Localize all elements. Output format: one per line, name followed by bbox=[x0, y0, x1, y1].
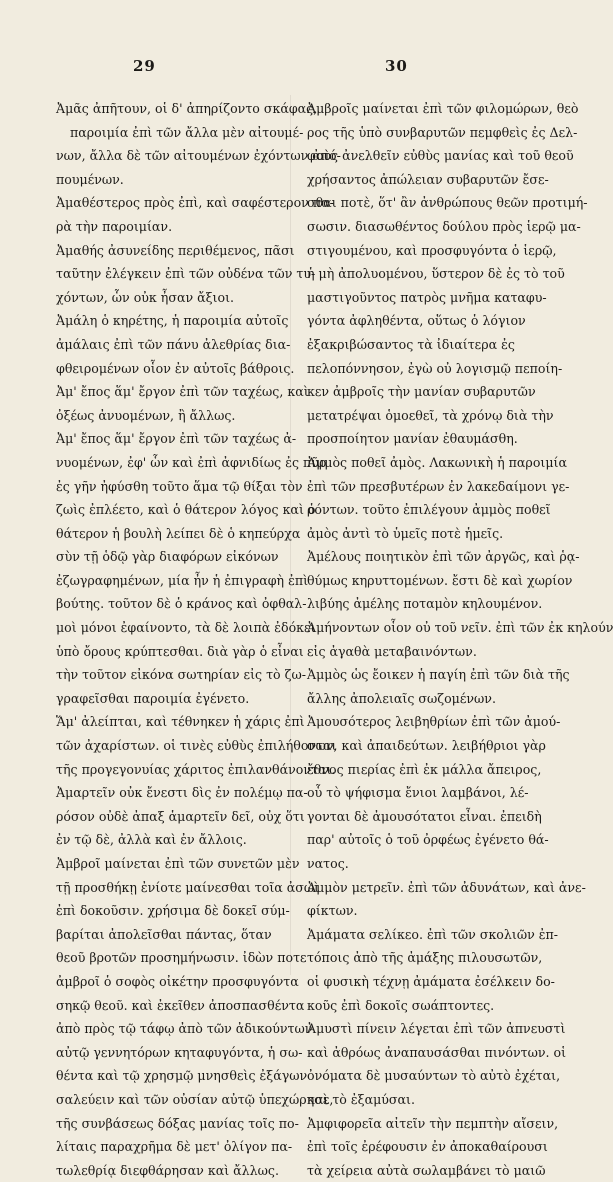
text-line: ἐπὶ τοῖς ἐρέφουσιν ἐν ἀποκαθαίρουσι bbox=[307, 1139, 548, 1155]
text-line: ἐν τῷ δὲ, ἀλλὰ καὶ ἐν ἄλλοις. bbox=[56, 832, 247, 848]
text-line: Ἅμ' ἀλείπται, καὶ τέθνηκεν ἡ χάρις ἐπὶ bbox=[56, 714, 305, 730]
text-line: νατος. bbox=[307, 856, 349, 871]
page-number-right: 30 bbox=[385, 57, 408, 75]
text-line: χόντων, ὧν οὐκ ἦσαν ἄξιοι. bbox=[56, 289, 235, 305]
text-line: εἰς ἀγαθὰ μεταβαινόντων. bbox=[307, 643, 477, 659]
text-line: ἐς γῆν ἠφύσθη τοῦτο ἅμα τῷ θίξαι τὸν bbox=[56, 478, 303, 494]
text-line: ζωὶς ἐπλέετο, καὶ ὁ θάτερον λόγος καὶ ὁ bbox=[56, 502, 316, 518]
text-line: τόποις ἀπὸ τῆς ἀμάξης πιλουσωτῶν, bbox=[307, 950, 543, 966]
text-line: οἱ φυσικὴ τέχνῃ ἀμάματα ἐσέλκειν δο- bbox=[307, 973, 555, 989]
text-line: Ἀμέλους ποιητικὸν ἐπὶ τῶν ἀργῶς, καὶ ῥᾳ- bbox=[307, 549, 580, 565]
text-line: Ἀμβροῖς μαίνεται ἐπὶ τῶν φιλομώρων, θεὸ bbox=[307, 101, 579, 116]
text-line: θάτερον ἡ βουλὴ λείπει δὲ ὁ κηπεύρχα bbox=[56, 525, 301, 541]
text-line: μετατρέψαι ὁμοεθεῖ, τὰ χρόνῳ διὰ τὴν bbox=[307, 407, 554, 423]
text-line: Ἀμμὸς ποθεῖ ἀμὸς. Λακωνικὴ ἡ παροιμία bbox=[307, 454, 567, 470]
text-line: ἐπὶ δοκοῦσιν. χρήσιμα δὲ δοκεῖ σύμ- bbox=[56, 903, 290, 919]
text-line: σωσιν. διασωθέντος δούλου πρὸς ἱερῷ μα- bbox=[307, 218, 581, 234]
text-line: γραφεῖσθαι παροιμία ἐγένετο. bbox=[56, 690, 250, 706]
text-line: λίταις παραχρῆμα δὲ μετ' ὀλίγον πα- bbox=[56, 1139, 293, 1155]
text-line: σαλεύειν καὶ τῶν οὐσίαν αὐτῷ ὑπεχώρησε, bbox=[56, 1091, 334, 1107]
text-line: ἐξακριβώσαντος τὰ ἰδιαίτερα ἐς bbox=[307, 336, 515, 352]
text-line: Ἀμᾶς ἀπῆτουν, οἱ δ' ἀπηρίζοντο σκάφας, bbox=[56, 101, 318, 116]
text-line: ἀμὸς ἀντὶ τὸ ὑμεῖς ποτὲ ἡμεῖς. bbox=[307, 525, 504, 541]
text-line: καὶ ἀθρόως ἀναπαυσάσθαι πινόντων. οἱ bbox=[307, 1044, 567, 1060]
right-text-column bbox=[307, 97, 613, 1182]
text-line: κεν ἀμβροῖς τὴν μανίαν συβαρυτῶν bbox=[307, 384, 536, 400]
text-line: ἐζωγραφημένων, μία ἦν ἡ ἐπιγραφὴ ἐπὶ bbox=[56, 572, 309, 588]
column-gutter bbox=[290, 95, 291, 975]
text-line: Ἀμ' ἔπος ἅμ' ἔργον ἐπὶ τῶν ταχέως ἀ- bbox=[56, 431, 297, 447]
text-line: βούτης. τοῦτον δὲ ὁ κράνος καὶ ὀφθαλ- bbox=[56, 596, 307, 612]
page-number-left: 29 bbox=[133, 57, 156, 75]
text-line: ρόσον οὐδὲ ἀπαξ ἁμαρτεῖν δεῖ, οὐχ ὅτι bbox=[56, 808, 305, 824]
text-line: ἄλλης ἀπολειαῖς σωζομένων. bbox=[307, 690, 496, 706]
text-line: σθαι ποτὲ, ὅτ' ἂν ἀνθρώπους θεῶν προτιμή- bbox=[307, 195, 588, 211]
text-line: Ἀμ' ἔπος ἅμ' ἔργον ἐπὶ τῶν ταχέως, καὶ bbox=[56, 384, 309, 400]
text-line: τῶν ἀχαρίστων. οἱ τινὲς εὐθὺς ἐπιλήθονται bbox=[56, 738, 337, 754]
text-line: ἀμάλαις ἐπὶ τῶν πάνυ ἀλεθρίας δια- bbox=[56, 336, 291, 352]
text-line: Ἀμαρτεῖν οὐκ ἔνεστι δὶς ἐν πολέμῳ πα- bbox=[56, 785, 308, 801]
text-line: Ἀμμὸν μετρεῖν. ἐπὶ τῶν ἀδυνάτων, καὶ ἀνε- bbox=[307, 879, 586, 895]
text-line: νων, ἄλλα δὲ τῶν αἰτουμένων ἐχόντων ἀπό- bbox=[56, 148, 341, 164]
text-line: ὑπὸ ὄρους κρύπτεσθαι. διὰ γὰρ ὁ εἶναι bbox=[56, 643, 304, 659]
text-line: μαστιγοῦντος πατρὸς μνῆμα καταφυ- bbox=[307, 289, 547, 305]
text-line: ἀπὸ πρὸς τῷ τάφῳ ἀπὸ τῶν ἀδικούντων bbox=[56, 1021, 313, 1037]
text-line: ὀνόματα δὲ μυσαύντων τὸ αὐτὸ ἐχέται, bbox=[307, 1068, 561, 1084]
text-line: βαρίται ἀπολεῖσθαι πάντας, ὅταν bbox=[56, 926, 272, 942]
text-line: θεοῦ βροτῶν προσημήνωσιν. ἰδὼν ποτε bbox=[56, 950, 307, 966]
text-line: τῆς συνβάσεως δόξας μανίας τοῖς πο- bbox=[56, 1115, 299, 1131]
text-line: Ἀμήνοντων οἷον οὐ τοῦ νεῖν. ἐπὶ τῶν ἐκ κηλούν bbox=[307, 620, 613, 636]
text-line: φίκτων. bbox=[307, 903, 358, 919]
text-line: ταῦτην ἐλέγκειν ἐπὶ τῶν οὐδένα τῶν τυ- bbox=[56, 266, 316, 282]
text-line: γόντα ἀφληθέντα, οὕτως ὁ λόγιον bbox=[307, 313, 526, 329]
text-line: Ἀμβροῖ μαίνεται ἐπὶ τῶν συνετῶν μὲν bbox=[56, 856, 300, 871]
text-line: τῇ προσθήκῃ ἐνίοτε μαίνεσθαι τοῖα ἀσωὶ bbox=[56, 879, 320, 895]
text-line: ἐπὶ τῶν πρεσβυτέρων ἐν λακεδαίμονι γε- bbox=[307, 478, 570, 494]
text-line: πελοπόννησον, ἐγὼ οὐ λογισμῷ πεποίη- bbox=[307, 360, 563, 376]
text-line: αὐτῷ γεννητόρων κηταφυγόντα, ἡ σω- bbox=[56, 1044, 303, 1060]
text-line: σηκῷ θεοῦ. καὶ ἐκεῖθεν ἀποσπασθέντα bbox=[56, 997, 305, 1013]
text-line: Ἀμαθέστερος πρὸς ἐπὶ, καὶ σαφέστερον πα- bbox=[56, 195, 334, 211]
text-line: λιβύης ἀμέλης ποταμὸν κηλουμένον. bbox=[307, 596, 543, 612]
text-line: τὰ χείρεια αὐτὰ σωλαμβάνει τὸ μαιῶ bbox=[307, 1162, 546, 1178]
text-line: παρ' αὐτοῖς ὁ τοῦ ὀρφέως ἐγένετο θά- bbox=[307, 832, 549, 848]
text-line: γονται δὲ ἀμουσότατοι εἶναι. ἐπειδὴ bbox=[307, 808, 542, 824]
text-line: ἔθνος πιερίας ἐπὶ ἐκ μάλλα ἄπειρος, bbox=[307, 761, 542, 777]
text-line: ἀμβροῖ ὁ σοφὸς οἰκέτην προσφυγόντα bbox=[56, 973, 299, 989]
text-line: καὶ τὸ ἐξαμύσαι. bbox=[307, 1091, 415, 1107]
text-line: Ἀμφιφορεῖα αἰτεῖν τὴν πεμπτὴν αἴσειν, bbox=[307, 1115, 559, 1131]
text-line: σων, καὶ ἀπαιδεύτων. λειβήθριοι γὰρ bbox=[307, 738, 546, 754]
text-line: τὴν τοῦτον εἰκόνα σωτηρίαν εἰς τὸ ζω- bbox=[56, 667, 306, 683]
text-line: κοῦς ἐπὶ δοκοῖς σωάπτοντες. bbox=[307, 997, 495, 1013]
text-line: νυομένων, ἐφ' ὧν καὶ ἐπὶ ἀφνιδίως ἐς πῦρ bbox=[56, 454, 327, 470]
text-line: τωλεθρίᾳ διεφθάρησαν καὶ ἄλλως. bbox=[56, 1162, 279, 1178]
text-line: τῆς προγεγονυίας χάριτος ἐπιλανθάνονται. bbox=[56, 761, 336, 777]
text-line: μοὶ μόνοι ἐφαίνοντο, τὰ δὲ λοιπὰ ἐδόκει bbox=[56, 620, 316, 636]
text-line: φθειρομένων οἷον ἐν αὐτοῖς βάθροις. bbox=[56, 360, 295, 376]
text-line: Ἀμάματα σελίκεο. ἐπὶ τῶν σκολιῶν ἐπ- bbox=[307, 926, 559, 942]
text-line: χρήσαντος ἀπώλειαν συβαρυτῶν ἔσε- bbox=[307, 171, 549, 187]
text-line: ἡ μὴ ἀπολυομένου, ὕστερον δὲ ἐς τὸ τοῦ bbox=[307, 266, 565, 282]
text-line: Ἀμυστὶ πίνειν λέγεται ἐπὶ τῶν ἀπνευστὶ bbox=[307, 1021, 566, 1037]
text-line: ρος τῆς ὑπὸ συνβαρυτῶν πεμφθεὶς ἐς Δελ- bbox=[307, 124, 578, 140]
text-line: Ἀμάλη ὁ κηρέτης, ἡ παροιμία αὐτοῖς bbox=[56, 313, 289, 329]
text-line: προσποίητον μανίαν ἐθαυμάσθη. bbox=[307, 431, 518, 447]
text-line: ρὰ τὴν παροιμίαν. bbox=[56, 218, 173, 234]
text-line: θύμως κηρυττομένων. ἔστι δὲ καὶ χωρίον bbox=[307, 572, 573, 588]
text-line: σὺν τῇ ὁδῷ γὰρ διαφόρων εἰκόνων bbox=[56, 549, 279, 565]
text-line: πουμένων. bbox=[56, 171, 124, 187]
text-line: ὀξέως ἀνυομένων, ἢ ἄλλως. bbox=[56, 407, 236, 423]
text-line: Ἀμαθής ἀσυνείδης περιθέμενος, πᾶσι bbox=[56, 242, 295, 258]
text-line: θέντα καὶ τῷ χρησμῷ μνησθεὶς ἐξάγων bbox=[56, 1068, 308, 1084]
text-line: ρόντων. τοῦτο ἐπιλέγουν ἀμμὸς ποθεῖ bbox=[307, 502, 551, 518]
text-line: Ἀμουσότερος λειβηθρίων ἐπὶ τῶν ἀμού- bbox=[307, 714, 561, 730]
text-line: φοὺς ἀνελθεῖν εὐθὺς μανίας καὶ τοῦ θεοῦ bbox=[307, 148, 574, 164]
text-line: παροιμία ἐπὶ τῶν ἄλλα μὲν αἰτουμέ- bbox=[70, 124, 304, 140]
text-line: οὗ τὸ ψήφισμα ἔνιοι λαμβάνοι, λέ- bbox=[307, 785, 529, 801]
text-line: Ἀμμὸς ὡς ἔοικεν ἡ παγίη ἐπὶ τῶν διὰ τῆς bbox=[307, 667, 570, 683]
text-line: στιγουμένου, καὶ προσφυγόντα ὁ ἱερῷ, bbox=[307, 242, 557, 258]
